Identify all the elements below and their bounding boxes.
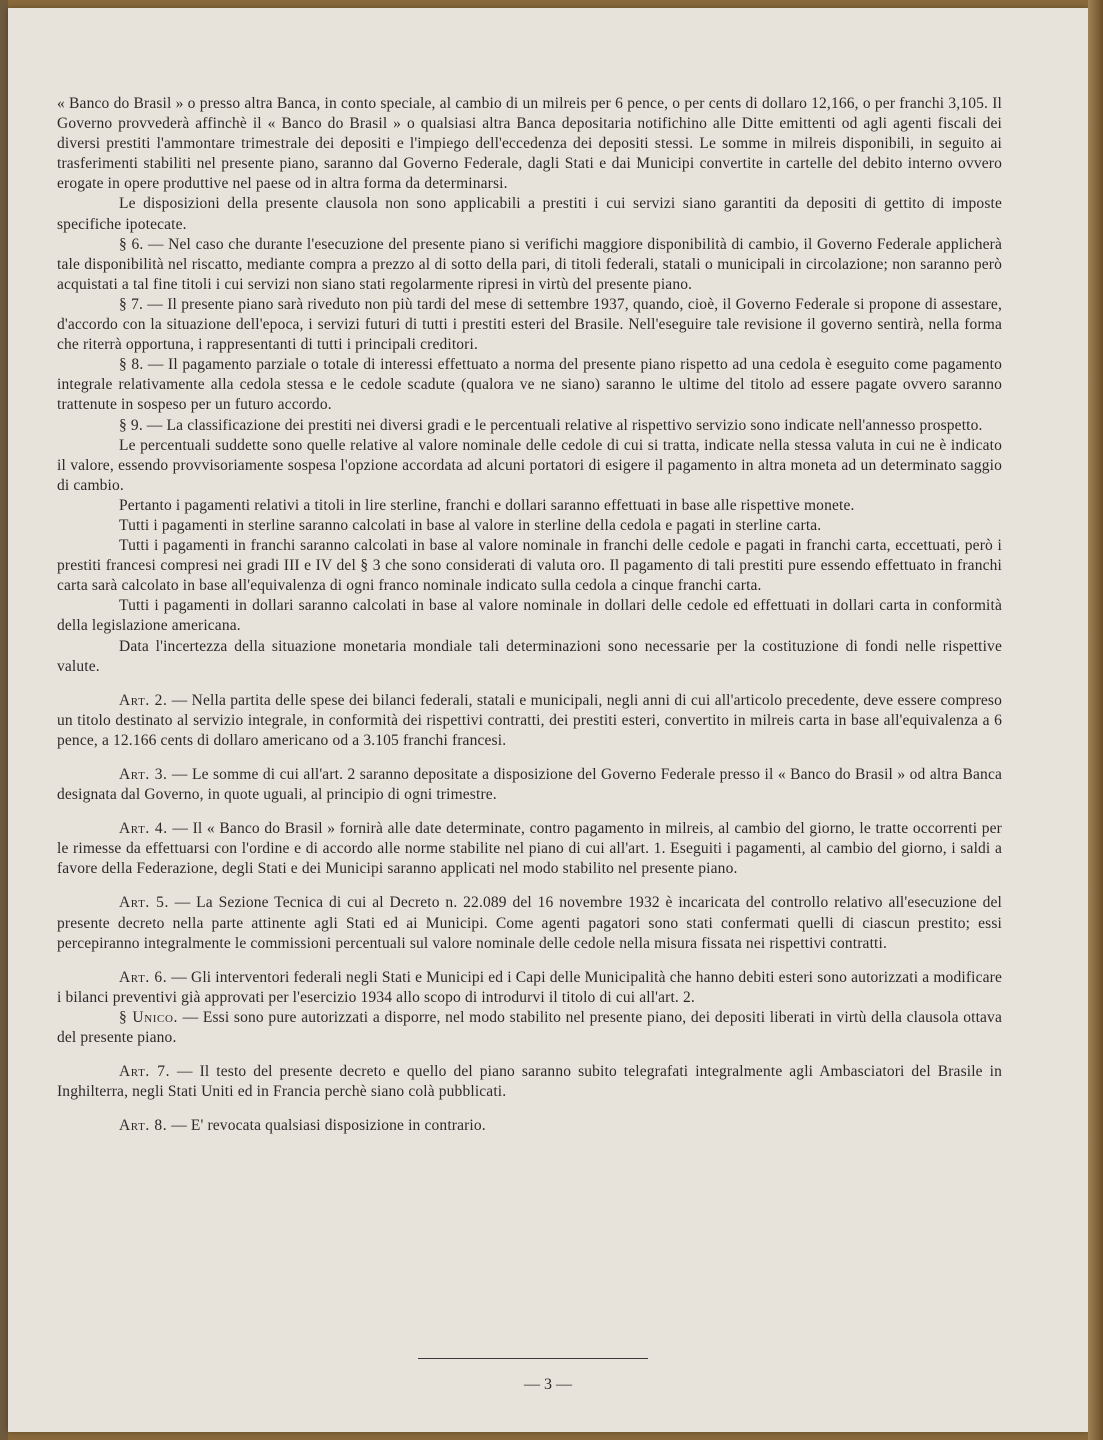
article-paragraph: [57, 968, 1002, 1008]
article-label: Art. 7.: [119, 1063, 171, 1081]
article-label: Art. 8.: [119, 1117, 168, 1135]
paragraph: [57, 194, 1002, 234]
article-label: Art. 4.: [119, 820, 168, 838]
paragraph-text: — E' revocata qualsiasi disposizione in contrario.: [167, 1117, 486, 1135]
article-paragraph: [57, 1116, 1002, 1136]
article-label: Art. 5.: [119, 894, 169, 912]
document-page: [8, 8, 1088, 1432]
page-number: — 3 —: [524, 1376, 572, 1393]
article-paragraph: [57, 691, 1002, 751]
article-label: Art. 2.: [119, 691, 168, 709]
paragraph-text: Pertanto i pagamenti relativi a titoli in lire sterline, franchi e dollari saranno effettuati in base alle rispettive monete.: [119, 496, 855, 514]
paragraph: [57, 596, 1002, 636]
paragraph: [57, 516, 1002, 536]
paragraph-text: Tutti i pagamenti in franchi saranno calcolati in base al valore nominale in franchi delle cedole e pagati in franchi carta, eccettuati, però i prestiti francesi compresi nei gradi III e IV del § 3 che sono considerati di valuta oro. Il pagamento di tali prestiti pure essendo effettuato in franchi carta sarà calcolato in base all'equivalenza di ogni franco nominale indicato sulla cedola a cinque franchi carta.: [57, 537, 1002, 595]
scan-edge-right: [1088, 0, 1103, 1440]
article-label: § Unico.: [119, 1008, 178, 1026]
paragraph-text: « Banco do Brasil » o presso altra Banca, in conto speciale, al cambio di un milreis per 6 pence, o per cents di dollaro 12,166, o per franchi 3,105. Il Governo provvederà affinchè il « Banco do Brasil » o qualsiasi altra Banca depositaria notifichino alle Ditte emittenti od agli agenti fiscali dei diversi prestiti l'ammontare trimestrale dei depositi e l'impiego dell'eccedenza dei depositi stessi. Le somme in milreis disponibili, in seguito ai trasferimenti stabiliti nel presente piano, saranno dal Governo Federale, dagli Stati e dai Municipi convertite in cartelle del debito interno ovvero erogate in opere produttive nel paese od in altra forma da determinarsi.: [57, 95, 1002, 193]
paragraph-text: § 9. — La classificazione dei prestiti nei diversi gradi e le percentuali relative al rispettivo servizio sono indicate nell'annesso prospetto.: [119, 416, 983, 434]
document-body: [57, 94, 1002, 1136]
article-label: Art. 3.: [119, 766, 168, 783]
paragraph-text: § 6. — Nel caso che durante l'esecuzione del presente piano si verifichi maggiore disponibilità di cambio, il Governo Federale applicherà tale disponibilità nel riscatto, mediante compra a prezzo al di sotto della pari, di titoli federali, statali o municipali in circolazione; non saranno però acquistati a tal fine titoli i cui servizi non siano stati regolarmente ripresi in virtù del presente piano.: [57, 235, 1002, 293]
paragraph: [57, 355, 1002, 415]
footer-rule: [418, 1358, 648, 1359]
paragraph-continued: [57, 94, 1002, 194]
paragraph-text: — Il testo del presente decreto e quello del piano saranno subito telegrafati integralmente agli Ambasciatori del Brasile in Inghilterra, negli Stati Uniti ed in Francia perchè siano colà pubblicati.: [57, 1063, 1002, 1101]
paragraph-text: § 7. — Il presente piano sarà riveduto non più tardi del mese di settembre 1937, quando, cioè, il Governo Federale si propone di assestare, d'accordo con la situazione dell'epoca, i servizi futuri di tutti i prestiti esteri del Brasile. Nell'eseguire tale revisione il governo sentirà, nella forma che riterrà opportuna, i rappresentanti di tutti i principali creditori.: [57, 295, 1002, 354]
paragraph-text: Data l'incertezza della situazione monetaria mondiale tali determinazioni sono necessarie per la costituzione di fondi nelle rispettive valute.: [57, 637, 1002, 675]
paragraph: [57, 416, 1002, 436]
paragraph-text: § 8. — Il pagamento parziale o totale di interessi effettuato a norma del presente piano rispetto ad una cedola è eseguito come pagamento integrale relativamente alla cedola stessa e le cedole scadute (qualora ve ne siano) saranno le ultime del titolo ad essere pagate ovvero saranno trattenute in sospeso per un futuro accordo.: [57, 356, 1002, 414]
paragraph-text: Le percentuali suddette sono quelle relative al valore nominale delle cedole di cui si tratta, indicate nella stessa valuta in cui ne è indicato il valore, essendo provvisoriamente sospesa l'opzione accordata ad alcuni portatori di esigere il pagamento in altra moneta ad un determinato saggio di cambio.: [57, 436, 1002, 494]
paragraph: [57, 536, 1002, 596]
paragraph-text: — Le somme di cui all'art. 2 saranno depositate a disposizione del Governo Federale presso il « Banco do Brasil » od altra Banca designata dal Governo, in quote uguali, al principio di ogni trimestre.: [57, 766, 1002, 804]
paragraph: [57, 235, 1002, 295]
paragraph: [57, 295, 1002, 355]
paragraph: [57, 436, 1002, 496]
article-paragraph: [57, 1062, 1002, 1102]
paragraph-text: Le disposizioni della presente clausola non sono applicabili a prestiti i cui servizi siano garantiti da depositi di gettito di imposte specifiche ipotecate.: [57, 195, 1002, 233]
article-paragraph: [57, 819, 1002, 879]
paragraph: [57, 637, 1002, 677]
article-paragraph: [57, 1008, 1002, 1048]
paragraph-text: Tutti i pagamenti in sterline saranno calcolati in base al valore in sterline della cedola e pagati in sterline carta.: [119, 516, 822, 534]
scan-edge-left: [0, 0, 8, 1440]
paragraph-text: — Il « Banco do Brasil » fornirà alle date determinate, contro pagamento in milreis, al cambio del giorno, le tratte occorrenti per le rimesse da effettuarsi con l'ordine e di accordo alle norme stabilite nel piano di cui all'art. 1. Eseguiti i pagamenti, al cambio del giorno, i saldi a favore della Federazione, degli Stati e dei Municipi saranno applicati nel modo stabilito nel presente piano.: [57, 820, 1002, 878]
paragraph-text: — Nella partita delle spese dei bilanci federali, statali e municipali, negli anni di cui all'articolo precedente, deve essere compreso un titolo destinato al servizio integrale, in conformità dei rispettivi contratti, dei prestiti esteri, convertito in milreis carta in base all'equivalenza a 6 pence, a 12.166 cents di dollaro americano od a 3.105 franchi francesi.: [57, 691, 1002, 749]
article-paragraph: [57, 765, 1002, 805]
article-paragraph: [57, 893, 1002, 953]
paragraph: [57, 496, 1002, 516]
paragraph-text: — Essi sono pure autorizzati a disporre, nel modo stabilito nel presente piano, dei depositi liberati in virtù della clausola ottava del presente piano.: [57, 1008, 1002, 1047]
paragraph-text: — La Sezione Tecnica di cui al Decreto n. 22.089 del 16 novembre 1932 è incaricata del controllo relativo all'esecuzione del presente decreto nella parte attinente agli Stati ed ai Municipi. Come agenti pagatori sono stati confermati quelli di ciascun prestito; essi percepiranno integralmente le commissioni percentuali sul valore nominale delle cedole nella misura fissata nei rispettivi contratti.: [57, 894, 1002, 952]
article-label: Art. 6.: [119, 968, 168, 986]
paragraph-text: — Gli interventori federali negli Stati e Municipi ed i Capi delle Municipalità che hanno debiti esteri sono autorizzati a modificare i bilanci preventivi già approvati per l'esercizio 1934 allo scopo di introdurvi il titolo di cui all'art. 2.: [57, 968, 1002, 1006]
paragraph-text: Tutti i pagamenti in dollari saranno calcolati in base al valore nominale in dollari delle cedole ed effettuati in dollari carta in conformità della legislazione americana.: [57, 597, 1002, 635]
